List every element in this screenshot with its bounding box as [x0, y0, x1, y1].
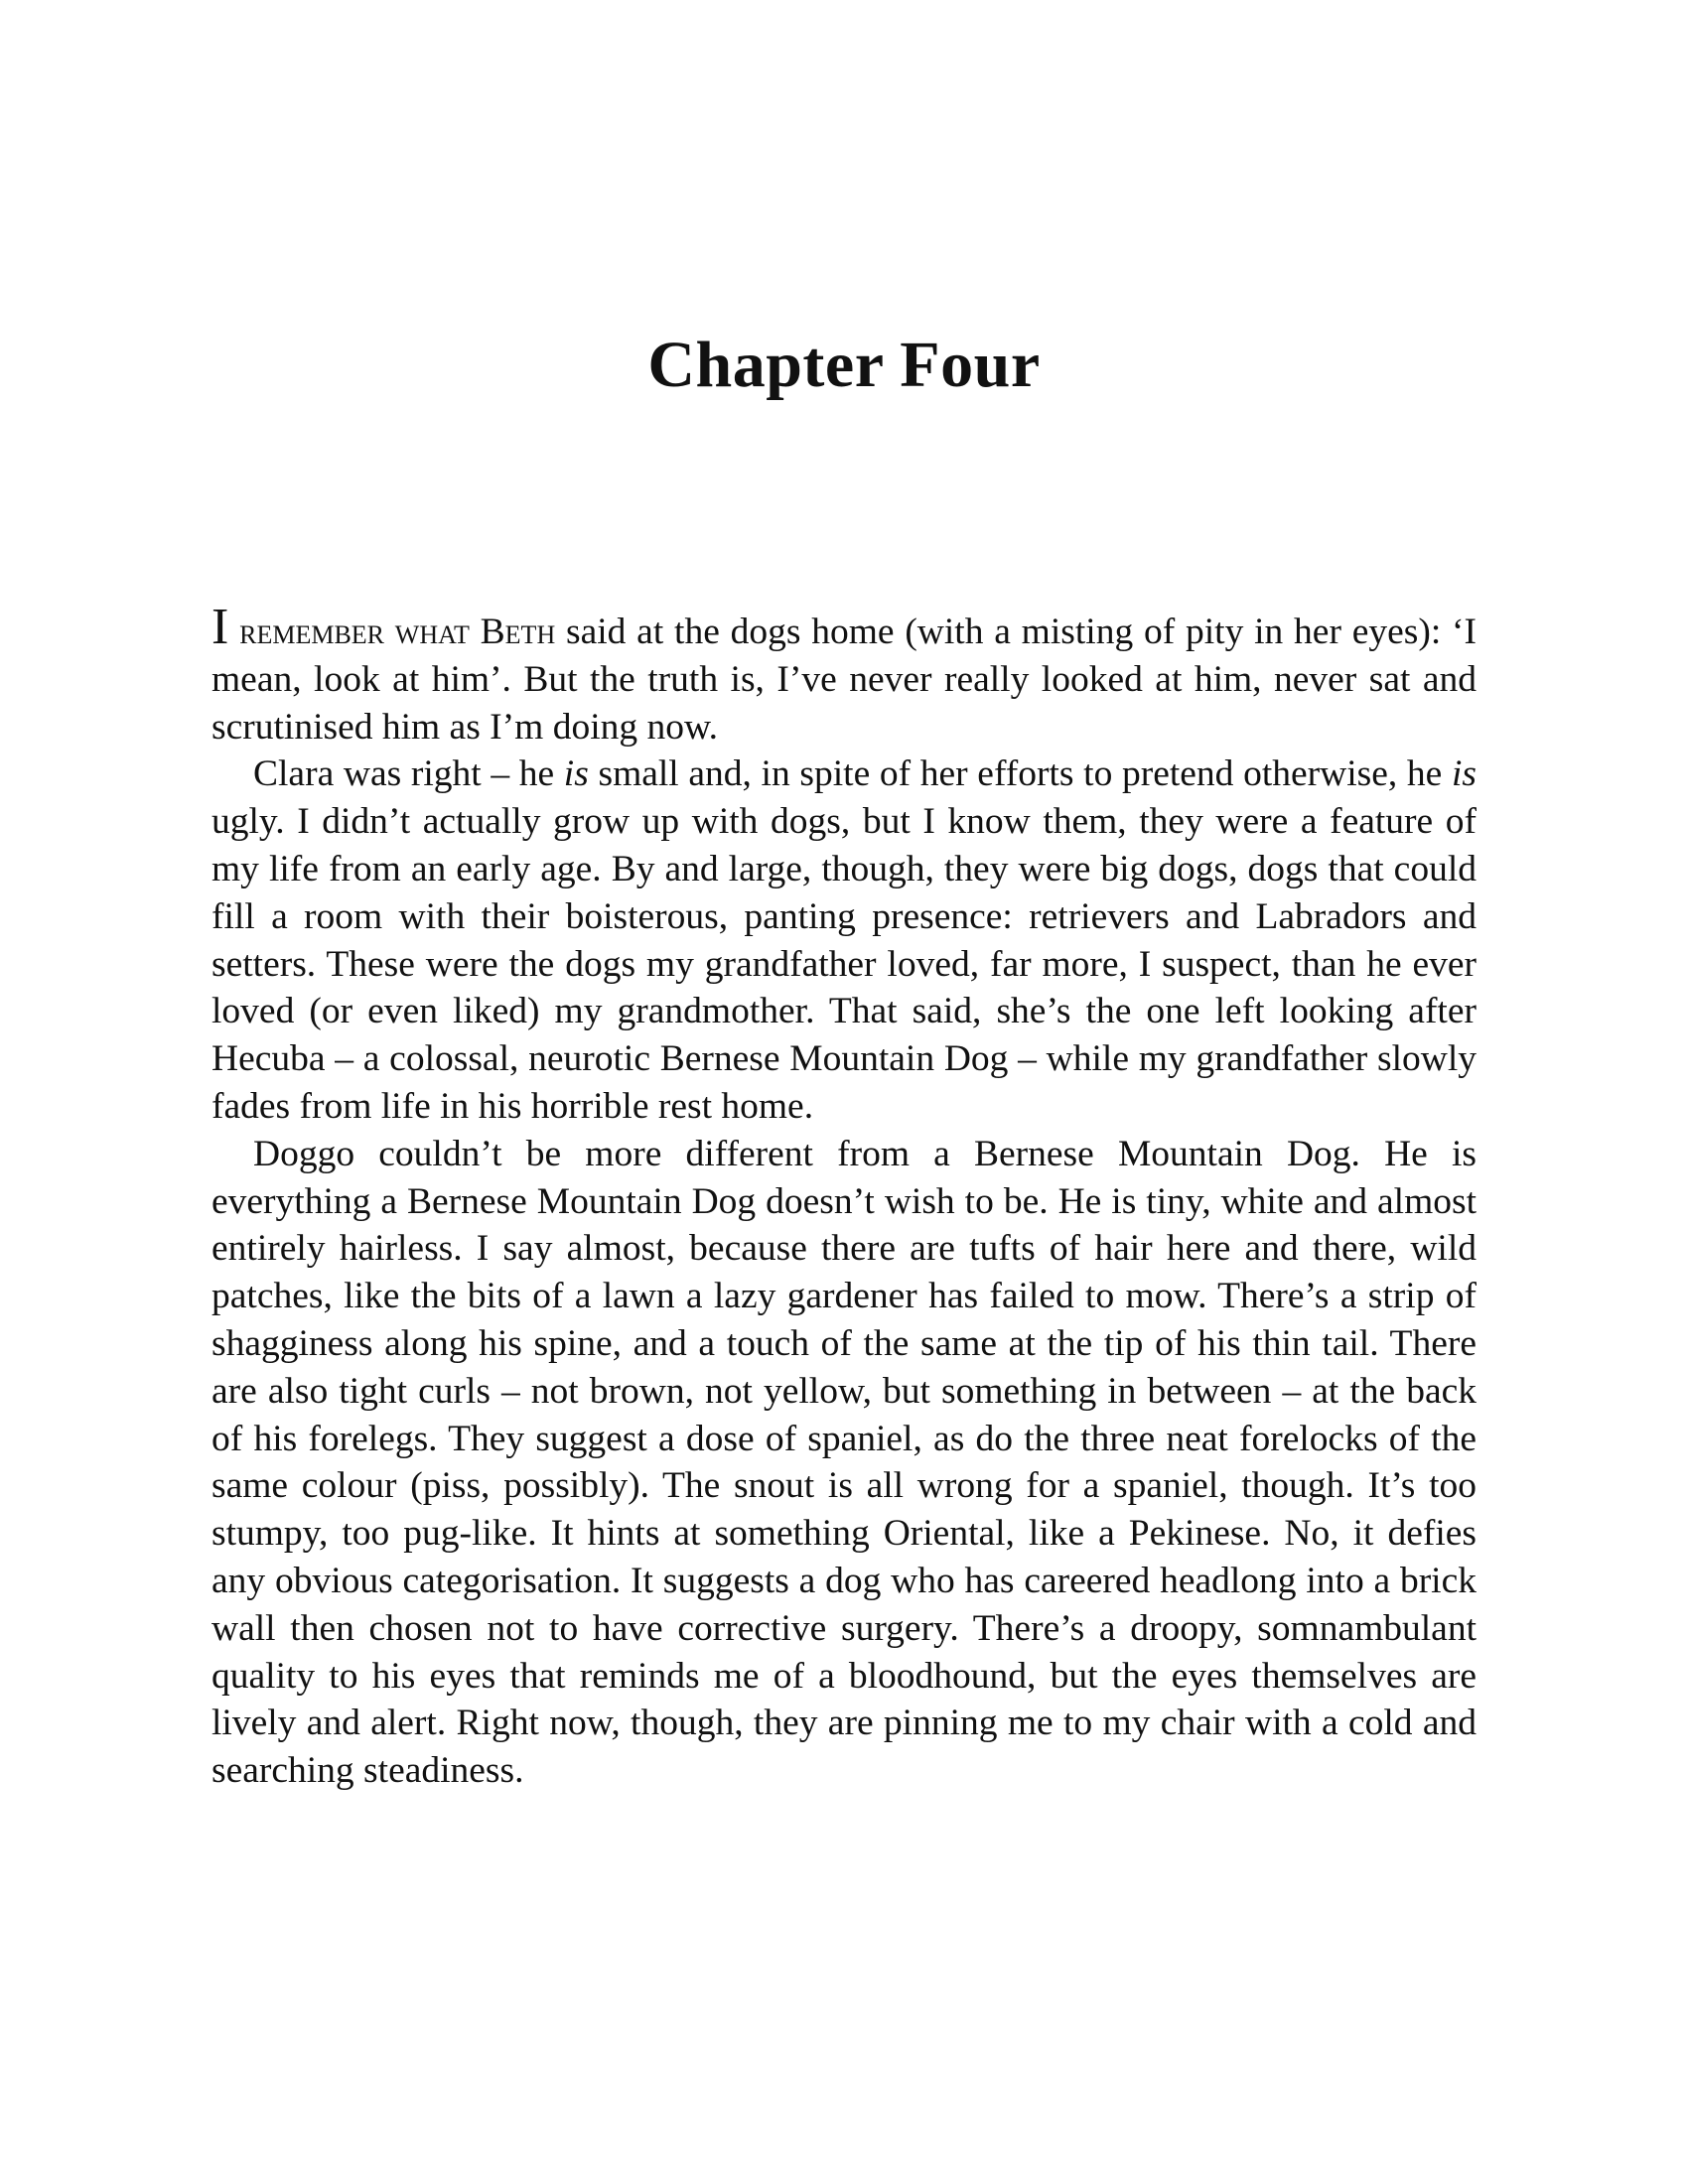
paragraph-text: said at the dogs home (with a misting of pity in her eyes): ‘I mean, look at him’. But the truth is, I’ve never really looked at him, never sat and scrutinised him as I’m doing now. [211, 612, 1477, 748]
emphasis-text: is [1451, 753, 1477, 795]
paragraph-text: ugly. I didn’t actually grow up with dogs, but I know them, they were a feature of my life from an early age. By and large, though, they were big dogs, dogs that could fill a room with their boisterous, panting presence: retrievers and Labradors and setters. These were the dogs my grandfather loved, far more, I suspect, than he ever loved (or even liked) my grandmother. That said, she’s the one left looking after Hecuba – a colossal, neurotic Bernese Mountain Dog – while my grandfather slowly fades from life in his horrible rest home. [211, 801, 1477, 1127]
paragraph-1 [211, 599, 1477, 751]
chapter-body [211, 599, 1477, 1795]
paragraph-text: small and, in spite of her efforts to pretend otherwise, he [588, 753, 1452, 795]
emphasis-text: is [563, 753, 589, 795]
paragraph-text: Doggo couldn’t be more different from a Bernese Mountain Dog. He is everything a Bernese Mountain Dog doesn’t wish to be. He is tiny, white and almost entirely hairless. I say almost, because there are tufts of hair here and there, wild patches, like the bits of a lawn a lazy gardener has failed to mow. There’s a strip of shagginess along his spine, and a touch of the same at the tip of his thin tail. There are also tight curls – not brown, not yellow, but something in between – at the back of his forelegs. They suggest a dose of spaniel, as do the three neat forelocks of the same colour (piss, possibly). The snout is all wrong for a spaniel, though. It’s too stumpy, too pug-like. It hints at something Oriental, like a Pekinese. No, it defies any obvious categorisation. It suggests a dog who has careered headlong into a brick wall then chosen not to have corrective surgery. There’s a droopy, somnambulant quality to his eyes that reminds me of a bloodhound, but the eyes themselves are lively and alert. Right now, though, they are pinning me to my chair with a cold and searching steadiness. [211, 1133, 1477, 1792]
paragraph-3 [211, 1131, 1477, 1795]
opening-small-caps: remember what Beth [239, 612, 556, 652]
paragraph-2 [211, 751, 1477, 1130]
chapter-title: Chapter Four [647, 329, 1041, 401]
paragraph-text: Clara was right – he [253, 753, 564, 795]
drop-initial: I [211, 599, 229, 655]
